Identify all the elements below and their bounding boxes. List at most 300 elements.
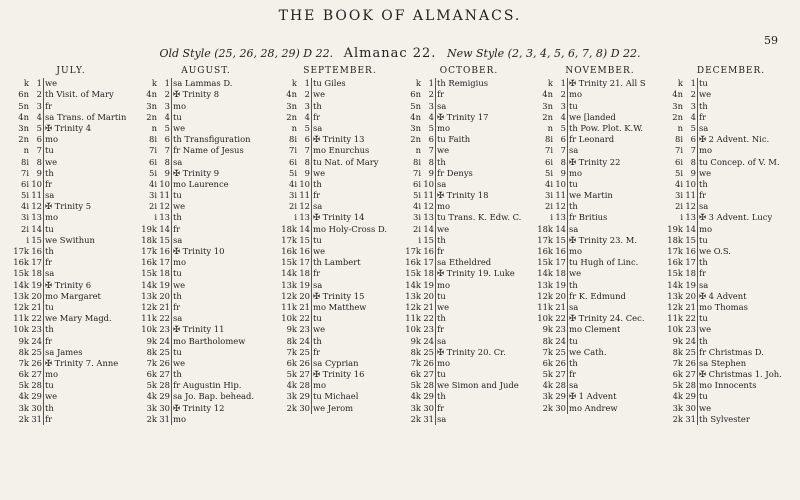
- day-number: 21: [683, 302, 698, 313]
- dominical-letter: 10k: [141, 324, 157, 335]
- day-number: 5: [683, 123, 698, 134]
- day-entry: we: [313, 246, 326, 257]
- day-number: 27: [553, 369, 568, 380]
- dominical-letter: 9k: [286, 324, 297, 335]
- dominical-letter: 6k: [146, 369, 157, 380]
- day-number: 26: [421, 358, 436, 369]
- day-number: 23: [157, 324, 172, 335]
- month-heading: NOVEMBER.: [565, 66, 635, 76]
- day-number: 25: [683, 347, 698, 358]
- day-number: 11: [553, 190, 568, 201]
- calendar-row: [404, 336, 534, 347]
- dominical-letter: 11k: [405, 313, 421, 324]
- calendar-row: [666, 134, 796, 145]
- day-entry: ✠ Trinity 11: [173, 324, 225, 335]
- day-entry: sa: [569, 301, 579, 312]
- dominical-letter: 17k: [281, 234, 297, 245]
- day-entry: tu Concep. of V. M.: [699, 156, 780, 167]
- calendar-row: [12, 324, 130, 335]
- day-number: 10: [29, 179, 44, 190]
- dominical-letter: 12k: [13, 301, 29, 312]
- dominical-letter: 3k: [286, 391, 297, 402]
- day-entry: fr: [313, 346, 321, 357]
- day-number: 2: [157, 89, 172, 100]
- day-entry: th: [569, 357, 578, 368]
- day-number: 10: [683, 179, 698, 190]
- calendar-row: [666, 112, 796, 123]
- day-number: 26: [157, 358, 172, 369]
- calendar-row: [666, 78, 796, 89]
- day-number: 27: [157, 369, 172, 380]
- calendar-row: [12, 268, 130, 279]
- day-number: 12: [553, 201, 568, 212]
- calendar-row: [280, 224, 400, 235]
- calendar-row: [666, 201, 796, 212]
- page-number: 59: [764, 34, 778, 47]
- dominical-letter: 11k: [667, 313, 683, 324]
- calendar-row: [140, 134, 272, 145]
- day-entry: tu: [45, 301, 54, 312]
- dominical-letter: n: [677, 122, 683, 133]
- dominical-letter: 18k: [141, 234, 157, 245]
- day-entry: sa Stephen: [699, 357, 747, 368]
- day-entry: sa Trans. of Martin: [45, 111, 127, 122]
- day-number: 15: [297, 235, 312, 246]
- day-entry: th: [313, 335, 322, 346]
- day-number: 19: [29, 280, 44, 291]
- dominical-letter: 2n: [542, 111, 553, 122]
- day-entry: we [landed: [569, 111, 616, 122]
- calendar-row: [536, 145, 664, 156]
- day-number: 29: [297, 391, 312, 402]
- dominical-letter: 17k: [667, 246, 683, 257]
- month-column-august: [140, 66, 272, 425]
- day-entry: sa: [45, 268, 55, 279]
- calendar-row: [140, 101, 272, 112]
- day-number: 8: [157, 157, 172, 168]
- day-entry: sa: [45, 190, 55, 201]
- day-entry: sa: [699, 122, 709, 133]
- day-number: 22: [683, 313, 698, 324]
- calendar-row: [536, 134, 664, 145]
- dominical-letter: 5k: [542, 369, 553, 380]
- dominical-letter: 15k: [667, 268, 683, 279]
- calendar-row: [536, 302, 664, 313]
- day-number: 13: [683, 212, 698, 223]
- day-entry: tu Nat. of Mary: [313, 156, 379, 167]
- day-number: 25: [421, 347, 436, 358]
- calendar-row: [140, 302, 272, 313]
- day-entry: ✠ Trinity 24. Cec.: [569, 313, 645, 324]
- day-number: 5: [421, 123, 436, 134]
- day-entry: tu Trans. K. Edw. C.: [437, 212, 522, 223]
- calendar-row: [536, 380, 664, 391]
- day-number: 24: [683, 336, 698, 347]
- day-number: 8: [29, 157, 44, 168]
- day-entry: th: [173, 212, 182, 223]
- day-number: 11: [157, 190, 172, 201]
- day-entry: th: [313, 100, 322, 111]
- day-number: 12: [297, 201, 312, 212]
- calendar-row: [404, 391, 534, 402]
- dominical-letter: 4k: [542, 380, 553, 391]
- calendar-row: [536, 190, 664, 201]
- dominical-letter: 8i: [674, 134, 683, 145]
- dominical-letter: 8k: [542, 335, 553, 346]
- calendar-row: [404, 157, 534, 168]
- dominical-letter: 4k: [146, 391, 157, 402]
- day-entry: we: [173, 357, 186, 368]
- dominical-letter: 9k: [146, 335, 157, 346]
- day-number: 9: [157, 168, 172, 179]
- day-entry: th: [437, 156, 446, 167]
- day-entry: we Cath.: [569, 346, 607, 357]
- calendar-row: [536, 291, 664, 302]
- dominical-letter: 8k: [410, 346, 421, 357]
- day-number: 6: [29, 134, 44, 145]
- calendar-row: [12, 123, 130, 134]
- calendar-row: [12, 246, 130, 257]
- calendar-row: [140, 201, 272, 212]
- day-entry: th: [173, 369, 182, 380]
- dominical-letter: 4i: [148, 178, 157, 189]
- day-entry: fr Britius: [569, 212, 608, 223]
- dominical-letter: 6k: [672, 369, 683, 380]
- calendar-row: [404, 89, 534, 100]
- dominical-letter: 4k: [18, 391, 29, 402]
- day-entry: tu: [45, 380, 54, 391]
- day-entry: ✠ Trinity 12: [173, 402, 225, 413]
- day-number: 28: [157, 380, 172, 391]
- dominical-letter: i: [26, 234, 29, 245]
- dominical-letter: 8i: [148, 134, 157, 145]
- dominical-letter: 5k: [286, 369, 297, 380]
- day-number: 4: [421, 112, 436, 123]
- day-number: 13: [297, 212, 312, 223]
- dominical-letter: n: [23, 145, 29, 156]
- day-entry: fr K. Edmund: [569, 290, 626, 301]
- dominical-letter: k: [151, 78, 157, 89]
- calendar-row: [666, 101, 796, 112]
- day-entry: we: [45, 156, 58, 167]
- month-heading: AUGUST.: [181, 66, 231, 76]
- day-entry: tu: [699, 313, 708, 324]
- dominical-letter: 13k: [667, 290, 683, 301]
- day-number: 26: [29, 358, 44, 369]
- day-number: 28: [29, 380, 44, 391]
- day-entry: we: [45, 78, 58, 89]
- dominical-letter: n: [291, 122, 297, 133]
- day-entry: sa: [437, 413, 447, 424]
- day-entry: sa: [699, 201, 709, 212]
- calendar-row: [280, 89, 400, 100]
- dominical-letter: 2n: [286, 111, 297, 122]
- day-number: 28: [421, 380, 436, 391]
- calendar-row: [140, 324, 272, 335]
- day-entry: th: [173, 290, 182, 301]
- day-number: 9: [297, 168, 312, 179]
- day-number: 31: [421, 414, 436, 425]
- dominical-letter: 14k: [537, 268, 553, 279]
- calendar-row: [536, 212, 664, 223]
- day-entry: mo Andrew: [569, 402, 618, 413]
- day-number: 6: [297, 134, 312, 145]
- day-entry: we: [699, 402, 712, 413]
- dominical-letter: 4i: [674, 178, 683, 189]
- dominical-letter: 16k: [667, 257, 683, 268]
- day-number: 23: [683, 324, 698, 335]
- day-number: 29: [683, 391, 698, 402]
- dominical-letter: 4n: [146, 89, 157, 100]
- dominical-letter: 2i: [674, 201, 683, 212]
- dominical-letter: 11k: [13, 313, 29, 324]
- dominical-letter: 6k: [542, 357, 553, 368]
- dominical-letter: n: [547, 122, 553, 133]
- day-number: 2: [297, 89, 312, 100]
- calendar-row: [666, 123, 796, 134]
- dominical-letter: 7k: [286, 346, 297, 357]
- calendar-row: [404, 257, 534, 268]
- day-entry: tu Faith: [437, 134, 471, 145]
- day-entry: mo: [45, 369, 58, 380]
- day-entry: ✠ 1 Advent: [569, 391, 617, 402]
- calendar-row: [404, 291, 534, 302]
- dominical-letter: 6i: [288, 156, 297, 167]
- dominical-letter: 3k: [672, 402, 683, 413]
- calendar-row: [404, 179, 534, 190]
- day-entry: we Mary Magd.: [45, 313, 112, 324]
- day-number: 24: [553, 336, 568, 347]
- dominical-letter: 13k: [537, 279, 553, 290]
- calendar-row: [404, 224, 534, 235]
- dominical-letter: 5k: [410, 380, 421, 391]
- day-entry: fr Denys: [437, 167, 473, 178]
- dominical-letter: 14k: [281, 268, 297, 279]
- day-number: 2: [683, 89, 698, 100]
- calendar-row: [536, 246, 664, 257]
- day-number: 7: [29, 145, 44, 156]
- day-number: 18: [683, 268, 698, 279]
- calendar-row: [12, 336, 130, 347]
- day-number: 10: [297, 179, 312, 190]
- day-entry: we O.S.: [699, 246, 731, 257]
- day-number: 4: [157, 112, 172, 123]
- day-number: 9: [29, 168, 44, 179]
- day-number: 14: [297, 224, 312, 235]
- day-entry: sa: [313, 122, 323, 133]
- dominical-letter: 18k: [667, 234, 683, 245]
- day-number: 30: [553, 403, 568, 414]
- dominical-letter: 17k: [13, 246, 29, 257]
- day-number: 12: [421, 201, 436, 212]
- dominical-letter: 10k: [281, 313, 297, 324]
- day-number: 21: [421, 302, 436, 313]
- dominical-letter: 6n: [410, 89, 421, 100]
- calendar-row: [666, 224, 796, 235]
- calendar-row: [140, 369, 272, 380]
- dominical-letter: 7i: [544, 145, 553, 156]
- dominical-letter: 18k: [281, 223, 297, 234]
- day-entry: mo: [173, 100, 186, 111]
- calendar-row: [536, 112, 664, 123]
- day-entry: we: [313, 167, 326, 178]
- dominical-letter: 5n: [410, 100, 421, 111]
- calendar-row: [536, 78, 664, 89]
- day-entry: mo Matthew: [313, 301, 367, 312]
- day-entry: fr: [437, 246, 445, 257]
- calendar-row: [280, 257, 400, 268]
- subtitle: [0, 46, 800, 61]
- day-entry: th Sylvester: [699, 413, 750, 424]
- day-number: 15: [553, 235, 568, 246]
- day-entry: tu: [45, 145, 54, 156]
- calendar-row: [536, 403, 664, 414]
- calendar-row: [666, 324, 796, 335]
- day-number: 13: [553, 212, 568, 223]
- day-number: 3: [553, 101, 568, 112]
- day-number: 7: [421, 145, 436, 156]
- day-number: 9: [553, 168, 568, 179]
- day-entry: th Visit. of Mary: [45, 89, 114, 100]
- day-number: 10: [553, 179, 568, 190]
- calendar-row: [404, 201, 534, 212]
- day-number: 19: [297, 280, 312, 291]
- dominical-letter: 11k: [281, 301, 297, 312]
- day-entry: tu: [437, 290, 446, 301]
- day-entry: th: [437, 391, 446, 402]
- dominical-letter: 2n: [672, 111, 683, 122]
- day-number: 6: [157, 134, 172, 145]
- day-entry: fr: [699, 111, 707, 122]
- day-number: 28: [683, 380, 698, 391]
- day-entry: tu: [699, 78, 708, 89]
- day-entry: we: [437, 145, 450, 156]
- day-number: 15: [683, 235, 698, 246]
- dominical-letter: 15k: [537, 257, 553, 268]
- day-entry: sa: [569, 145, 579, 156]
- day-entry: we: [437, 223, 450, 234]
- calendar-row: [280, 134, 400, 145]
- calendar-row: [404, 246, 534, 257]
- day-number: 27: [297, 369, 312, 380]
- calendar-row: [404, 112, 534, 123]
- page-title: THE BOOK OF ALMANACS.: [278, 8, 522, 24]
- day-number: 1: [553, 78, 568, 89]
- calendar-row: [666, 336, 796, 347]
- day-number: 17: [553, 257, 568, 268]
- calendar-row: [140, 313, 272, 324]
- day-number: 24: [29, 336, 44, 347]
- calendar-row: [666, 358, 796, 369]
- dominical-letter: 3n: [18, 122, 29, 133]
- calendar-row: [280, 268, 400, 279]
- calendar-row: [140, 380, 272, 391]
- dominical-letter: 6i: [148, 156, 157, 167]
- day-entry: mo Laurence: [173, 178, 229, 189]
- day-entry: th: [45, 324, 54, 335]
- dominical-letter: 8k: [146, 346, 157, 357]
- dominical-letter: 4k: [286, 380, 297, 391]
- day-number: 7: [553, 145, 568, 156]
- calendar-row: [140, 179, 272, 190]
- dominical-letter: 3i: [148, 190, 157, 201]
- day-entry: we Jerom: [313, 402, 354, 413]
- dominical-letter: 8i: [544, 134, 553, 145]
- day-number: 16: [29, 246, 44, 257]
- calendar-row: [12, 369, 130, 380]
- calendar-row: [140, 347, 272, 358]
- day-number: 23: [421, 324, 436, 335]
- month-heading: DECEMBER.: [696, 66, 766, 76]
- calendar-row: [404, 101, 534, 112]
- dominical-letter: 4n: [672, 89, 683, 100]
- day-entry: ✠ Trinity 14: [313, 212, 365, 223]
- day-entry: tu: [45, 223, 54, 234]
- dominical-letter: 10k: [13, 324, 29, 335]
- day-entry: sa Jo. Bap. behead.: [173, 391, 255, 402]
- calendar-row: [280, 324, 400, 335]
- day-entry: mo: [313, 380, 326, 391]
- day-number: 28: [553, 380, 568, 391]
- calendar-row: [280, 280, 400, 291]
- day-number: 5: [297, 123, 312, 134]
- day-number: 20: [553, 291, 568, 302]
- day-number: 1: [297, 78, 312, 89]
- calendar-row: [280, 101, 400, 112]
- day-number: 16: [683, 246, 698, 257]
- calendar-row: [140, 112, 272, 123]
- day-entry: ✠ Trinity 9: [173, 167, 220, 178]
- dominical-letter: 2i: [412, 223, 421, 234]
- dominical-letter: 4i: [412, 201, 421, 212]
- day-entry: tu: [699, 234, 708, 245]
- calendar-row: [666, 291, 796, 302]
- day-entry: mo: [437, 122, 450, 133]
- day-number: 29: [553, 391, 568, 402]
- calendar-row: [140, 157, 272, 168]
- calendar-row: [280, 336, 400, 347]
- day-entry: tu: [173, 190, 182, 201]
- calendar-row: [404, 78, 534, 89]
- day-entry: mo Innocents: [699, 380, 757, 391]
- day-entry: ✠ 2 Advent. Nic.: [699, 134, 770, 145]
- day-number: 1: [157, 78, 172, 89]
- calendar-row: [666, 391, 796, 402]
- calendar-row: [12, 313, 130, 324]
- calendar-row: [12, 403, 130, 414]
- calendar-row: [404, 347, 534, 358]
- calendar-row: [12, 168, 130, 179]
- dominical-letter: 11k: [537, 301, 553, 312]
- day-number: 19: [683, 280, 698, 291]
- day-entry: mo Thomas: [699, 301, 748, 312]
- calendar-row: [666, 403, 796, 414]
- dominical-letter: 3i: [288, 190, 297, 201]
- dominical-letter: 10k: [667, 324, 683, 335]
- calendar-row: [280, 78, 400, 89]
- day-entry: fr: [45, 178, 53, 189]
- dominical-letter: 18k: [537, 223, 553, 234]
- calendar-row: [140, 145, 272, 156]
- day-entry: sa: [699, 279, 709, 290]
- calendar-row: [536, 268, 664, 279]
- calendar-row: [536, 358, 664, 369]
- calendar-row: [666, 168, 796, 179]
- day-entry: fr: [699, 268, 707, 279]
- day-number: 24: [421, 336, 436, 347]
- calendar-row: [140, 268, 272, 279]
- day-number: 3: [297, 101, 312, 112]
